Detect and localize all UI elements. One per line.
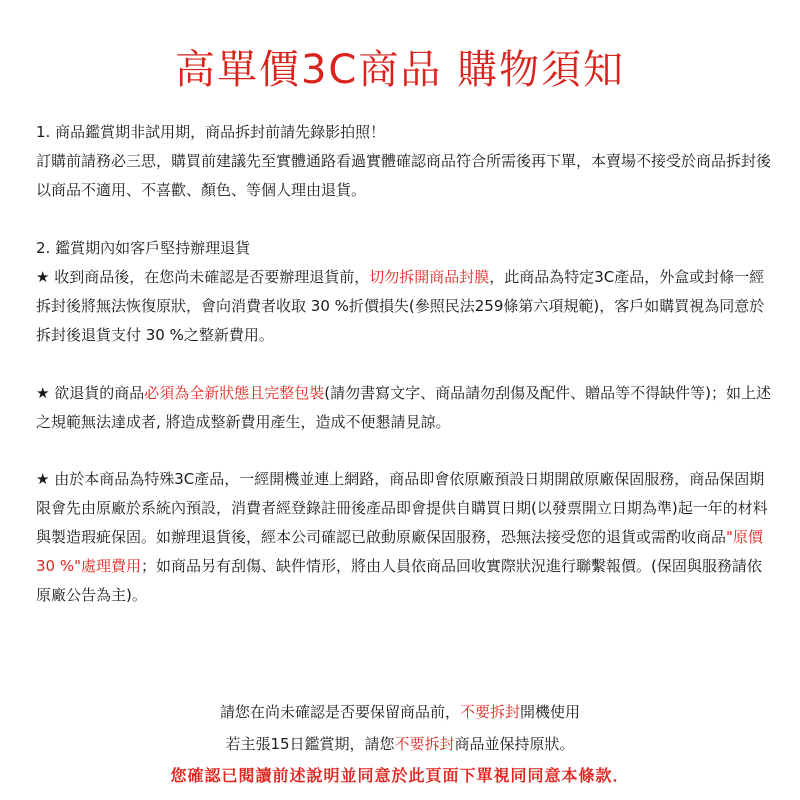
footer-text: 商品並保持原狀。 (454, 735, 575, 753)
footer-text: 若主張15日鑑賞期，請您 (225, 735, 395, 753)
spacer (36, 205, 776, 234)
paragraph-text: (請勿書寫文字、商品請勿刮傷及配件、贈品等不得缺件等)；如上述之規範無法達成者, 將造成整新費用產生，造成不便懇請見諒。 (36, 384, 771, 431)
section1-heading: 1. 商品鑑賞期非試用期，商品拆封前請先錄影拍照！ (36, 123, 386, 141)
warning-highlight: 切勿拆開商品封膜 (369, 268, 490, 286)
paragraph-text: ，此商品為特定3C產品，外盒或封條一經拆封後將無法恢復原狀，會向消費者收取 30 %折價損失(參照民法259條第六項規範)，客戶如購買視為同意於拆封後退貨支付 30 %之整新費用。 (36, 268, 765, 344)
section2-heading: 2. 鑑賞期內如客戶堅持辦理退貨 (36, 239, 251, 257)
warning-highlight: 不要拆封 (394, 735, 455, 753)
notice-body (36, 118, 776, 610)
warning-highlight: "原價 30 %"處理費用 (36, 528, 763, 575)
paragraph-text: ；如商品另有刮傷、缺件情形，將由人員依商品回收實際狀況進行聯繫報價。(保固與服務請依原廠公告為主)。 (36, 557, 762, 604)
section2-paragraph-2 (36, 379, 776, 437)
footer-text: 開機使用 (520, 703, 581, 721)
spacer (36, 437, 776, 465)
spacer (36, 350, 776, 379)
page-title: 高單價3C商品 購物須知 (174, 47, 626, 93)
footer-line-2 (0, 728, 800, 760)
paragraph-text: ★ 收到商品後，在您尚未確認是否要辦理退貨前， (36, 268, 370, 286)
footer-consent-line: 您確認已閱讀前述說明並同意於此頁面下單視同同意本條款． (170, 766, 630, 785)
warning-highlight: 必須為全新狀態且完整包裝 (144, 384, 325, 402)
paragraph-text: ★ 由於本商品為特殊3C產品，一經開機並連上網路，商品即會依原廠預設日期開啟原廠保固服務，商品保固期限會先由原廠於系統內預設，消費者經登錄註冊後產品即會提供自購買日期(以發票開立日期為準)起一年的材料與製造瑕疵保固。如辦理退貨後，經本公司確認已啟動原廠保固服務，恐無法接受您的退貨或需酌收商品 (36, 470, 768, 546)
section2-paragraph-3 (36, 465, 776, 610)
footer-line-1 (0, 696, 800, 728)
paragraph-text: ★ 欲退貨的商品 (36, 384, 145, 402)
warning-highlight: 不要拆封 (459, 703, 520, 721)
footer-notice (0, 696, 800, 792)
section2-paragraph-1 (36, 263, 776, 350)
section1-body: 訂購前請務必三思，購買前建議先至實體通路看過實體確認商品符合所需後再下單，本賣場不接受於商品拆封後以商品不適用、不喜歡、顏色、等個人理由退貨。 (36, 152, 772, 199)
footer-text: 請您在尚未確認是否要保留商品前， (219, 703, 460, 721)
